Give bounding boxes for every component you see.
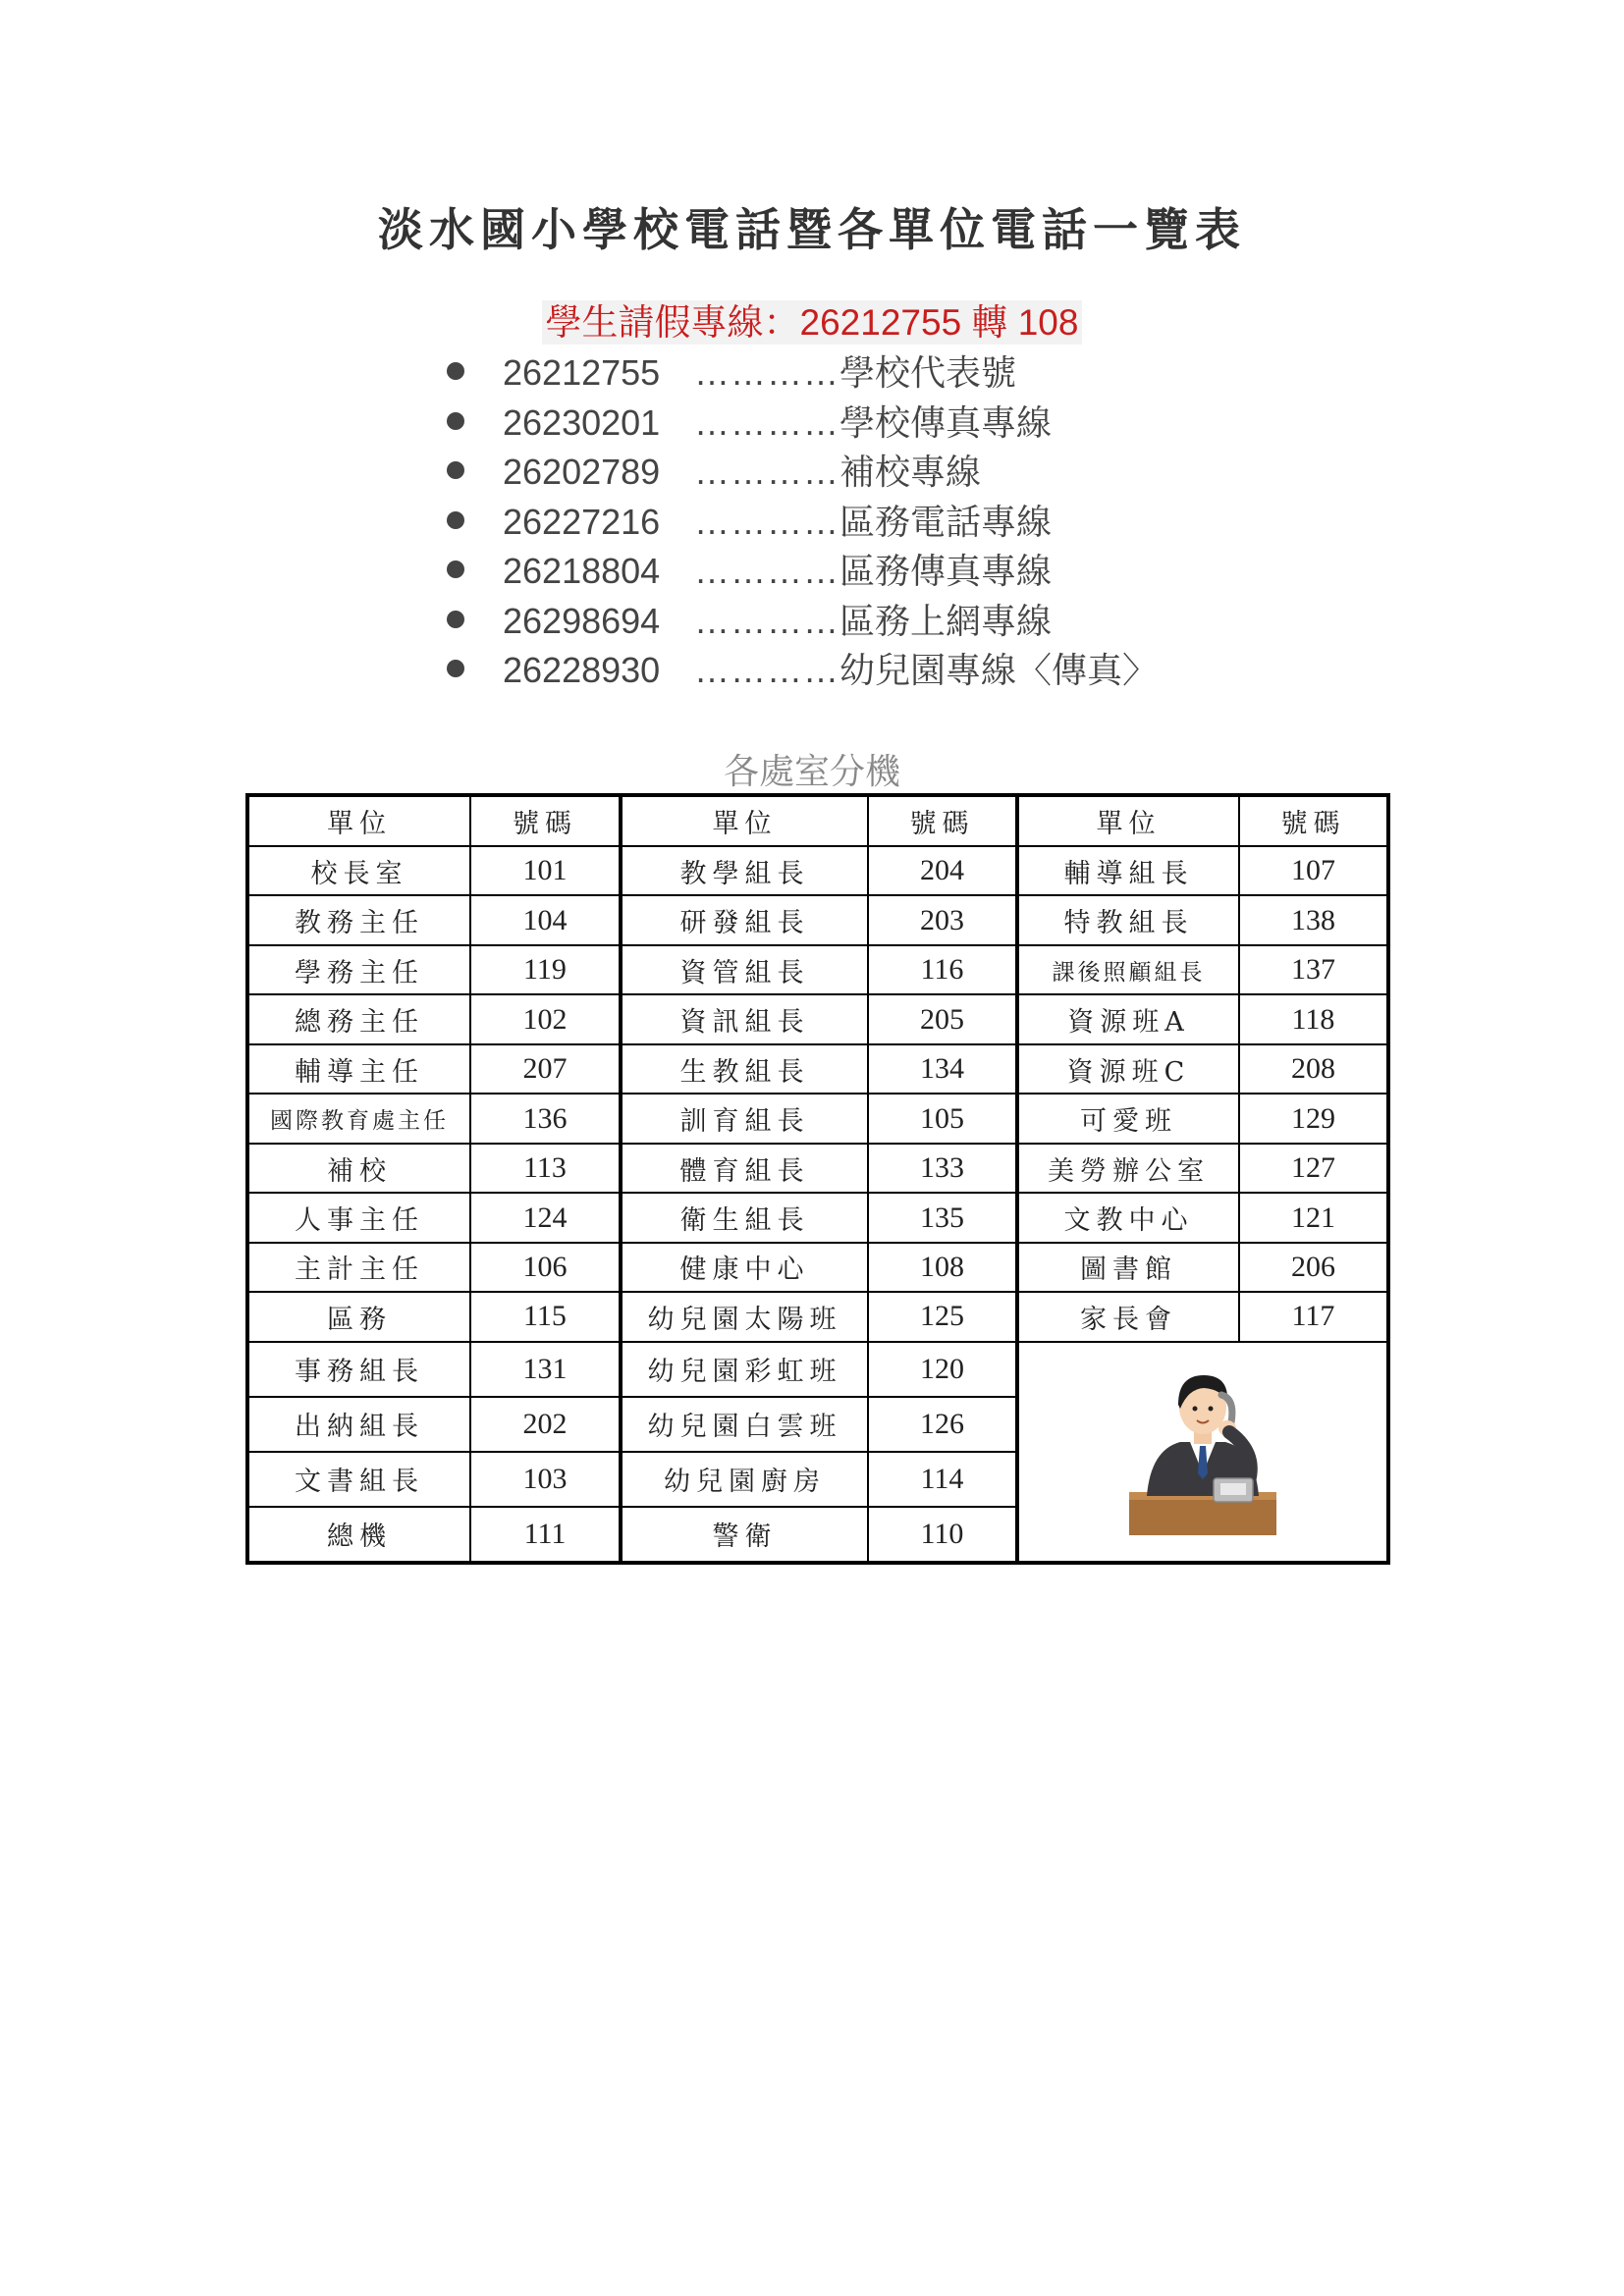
keypad-shape <box>1220 1483 1246 1495</box>
table-row <box>247 1243 1388 1292</box>
unit-cell: 幼兒園廚房 <box>621 1452 868 1507</box>
extension-cell: 103 <box>470 1452 621 1507</box>
extension-cell: 203 <box>868 895 1017 944</box>
desk-shape <box>1129 1496 1276 1535</box>
unit-cell: 衛生組長 <box>621 1193 868 1242</box>
extension-cell: 115 <box>470 1292 621 1341</box>
column-header: 單位 <box>621 795 868 846</box>
hotline-number: 26230201 <box>503 401 661 443</box>
table-row <box>247 895 1388 944</box>
hotline-label: 區務電話專線 <box>839 501 1053 542</box>
hotline-number: 26228930 <box>503 650 661 690</box>
extension-cell: 116 <box>868 945 1017 994</box>
extension-cell: 124 <box>470 1193 621 1242</box>
table-row <box>247 1342 1388 1397</box>
bullet-icon <box>447 660 464 677</box>
leader-dots: ………… <box>694 600 839 641</box>
extension-cell: 120 <box>868 1342 1017 1397</box>
leader-dots: ………… <box>694 551 839 591</box>
leader-dots: ………… <box>694 650 839 690</box>
unit-cell: 可愛班 <box>1017 1094 1239 1143</box>
unit-cell: 幼兒園彩虹班 <box>621 1342 868 1397</box>
hotline-number: 26298694 <box>503 600 661 641</box>
table-row <box>247 1193 1388 1242</box>
column-header: 單位 <box>247 795 470 846</box>
unit-cell: 人事主任 <box>247 1193 470 1242</box>
unit-cell: 補校 <box>247 1144 470 1193</box>
table-row <box>247 1292 1388 1341</box>
list-item <box>447 348 1158 399</box>
extension-cell: 113 <box>470 1144 621 1193</box>
unit-cell: 體育組長 <box>621 1144 868 1193</box>
extension-cell: 114 <box>868 1452 1017 1507</box>
unit-cell: 資管組長 <box>621 945 868 994</box>
hotline-label: 區務傳真專線 <box>839 551 1053 591</box>
extension-cell: 107 <box>1239 846 1388 895</box>
bullet-icon <box>447 461 464 479</box>
unit-cell: 課後照顧組長 <box>1017 945 1239 994</box>
unit-cell: 文教中心 <box>1017 1193 1239 1242</box>
table-row <box>247 945 1388 994</box>
table-row <box>247 1044 1388 1094</box>
extension-cell: 136 <box>470 1094 621 1143</box>
column-header: 單位 <box>1017 795 1239 846</box>
hotline-label: 學校代表號 <box>839 352 1017 393</box>
extension-cell: 129 <box>1239 1094 1388 1143</box>
right-eye-shape <box>1209 1406 1214 1411</box>
unit-cell: 特教組長 <box>1017 895 1239 944</box>
table-row <box>247 994 1388 1043</box>
extension-cell: 202 <box>470 1397 621 1452</box>
unit-cell: 教務主任 <box>247 895 470 944</box>
extension-cell: 110 <box>868 1507 1017 1563</box>
extension-cell: 105 <box>868 1094 1017 1143</box>
list-item <box>447 597 1158 647</box>
bullet-icon <box>447 511 464 529</box>
unit-cell: 事務組長 <box>247 1342 470 1397</box>
hotline-number: 26212755 <box>503 352 661 393</box>
section-title: 各處室分機 <box>723 751 900 791</box>
leave-hotline <box>0 293 1624 346</box>
extension-cell: 135 <box>868 1193 1017 1242</box>
bullet-icon <box>447 362 464 380</box>
extension-cell: 117 <box>1239 1292 1388 1341</box>
hotline-number: 26202789 <box>503 452 661 492</box>
unit-cell: 區務 <box>247 1292 470 1341</box>
unit-cell: 教學組長 <box>621 846 868 895</box>
extension-cell: 125 <box>868 1292 1017 1341</box>
unit-cell: 健康中心 <box>621 1243 868 1292</box>
extension-cell: 106 <box>470 1243 621 1292</box>
extension-cell: 205 <box>868 994 1017 1043</box>
bullet-icon <box>447 561 464 578</box>
unit-cell: 校長室 <box>247 846 470 895</box>
unit-cell: 幼兒園白雲班 <box>621 1397 868 1452</box>
unit-cell: 出納組長 <box>247 1397 470 1452</box>
unit-cell: 主計主任 <box>247 1243 470 1292</box>
unit-cell: 總務主任 <box>247 994 470 1043</box>
left-eye-shape <box>1193 1406 1198 1411</box>
bullet-icon <box>447 412 464 430</box>
extension-cell: 137 <box>1239 945 1388 994</box>
hotline-label: 幼兒園專線〈傳真〉 <box>839 650 1159 690</box>
unit-cell: 資訊組長 <box>621 994 868 1043</box>
unit-cell: 訓育組長 <box>621 1094 868 1143</box>
extension-cell: 118 <box>1239 994 1388 1043</box>
unit-cell: 總機 <box>247 1507 470 1563</box>
unit-cell: 研發組長 <box>621 895 868 944</box>
hotline-label: 補校專線 <box>839 452 982 492</box>
unit-cell: 幼兒園太陽班 <box>621 1292 868 1341</box>
unit-cell: 國際教育處主任 <box>247 1094 470 1143</box>
extension-cell: 208 <box>1239 1044 1388 1094</box>
extension-cell: 138 <box>1239 895 1388 944</box>
leave-hotline-text: 學生請假專線：26212755 轉 108 <box>542 300 1083 345</box>
extension-cell: 119 <box>470 945 621 994</box>
leader-dots: ………… <box>694 501 839 542</box>
extension-cell: 102 <box>470 994 621 1043</box>
unit-cell: 文書組長 <box>247 1452 470 1507</box>
extension-cell: 104 <box>470 895 621 944</box>
leader-dots: ………… <box>694 401 839 443</box>
hotline-list <box>447 348 1158 696</box>
list-item <box>447 547 1158 597</box>
column-header: 號碼 <box>1239 795 1388 846</box>
list-item <box>447 498 1158 548</box>
extension-cell: 133 <box>868 1144 1017 1193</box>
column-header: 號碼 <box>470 795 621 846</box>
table-row <box>247 1144 1388 1193</box>
unit-cell: 家長會 <box>1017 1292 1239 1341</box>
unit-cell: 生教組長 <box>621 1044 868 1094</box>
hotline-label: 學校傳真專線 <box>839 401 1053 443</box>
list-item <box>447 399 1158 449</box>
extension-table <box>245 793 1390 1565</box>
table-header-row <box>247 795 1388 846</box>
unit-cell: 美勞辦公室 <box>1017 1144 1239 1193</box>
column-header: 號碼 <box>868 795 1017 846</box>
extension-cell: 121 <box>1239 1193 1388 1242</box>
hotline-number: 26218804 <box>503 551 661 591</box>
hotline-label: 區務上網專線 <box>839 600 1053 641</box>
extension-cell: 134 <box>868 1044 1017 1094</box>
leader-dots: ………… <box>694 352 839 393</box>
extension-cell: 111 <box>470 1507 621 1563</box>
extension-cell: 204 <box>868 846 1017 895</box>
extension-cell: 108 <box>868 1243 1017 1292</box>
bullet-icon <box>447 611 464 628</box>
illustration-cell <box>1017 1342 1388 1563</box>
extension-cell: 127 <box>1239 1144 1388 1193</box>
extension-cell: 126 <box>868 1397 1017 1452</box>
extension-cell: 207 <box>470 1044 621 1094</box>
businessman-on-phone-icon <box>1119 1363 1286 1540</box>
extension-cell: 131 <box>470 1342 621 1397</box>
unit-cell: 警衛 <box>621 1507 868 1563</box>
unit-cell: 學務主任 <box>247 945 470 994</box>
hotline-number: 26227216 <box>503 501 661 542</box>
leader-dots: ………… <box>694 452 839 492</box>
page-title: 淡水國小學校電話暨各單位電話一覽表 <box>378 203 1246 256</box>
unit-cell: 輔導主任 <box>247 1044 470 1094</box>
table-row <box>247 1094 1388 1143</box>
unit-cell: 資源班C <box>1017 1044 1239 1094</box>
unit-cell: 輔導組長 <box>1017 846 1239 895</box>
table-row <box>247 846 1388 895</box>
list-item <box>447 646 1158 696</box>
list-item <box>447 448 1158 498</box>
unit-cell: 圖書館 <box>1017 1243 1239 1292</box>
extension-cell: 206 <box>1239 1243 1388 1292</box>
unit-cell: 資源班A <box>1017 994 1239 1043</box>
extension-cell: 101 <box>470 846 621 895</box>
